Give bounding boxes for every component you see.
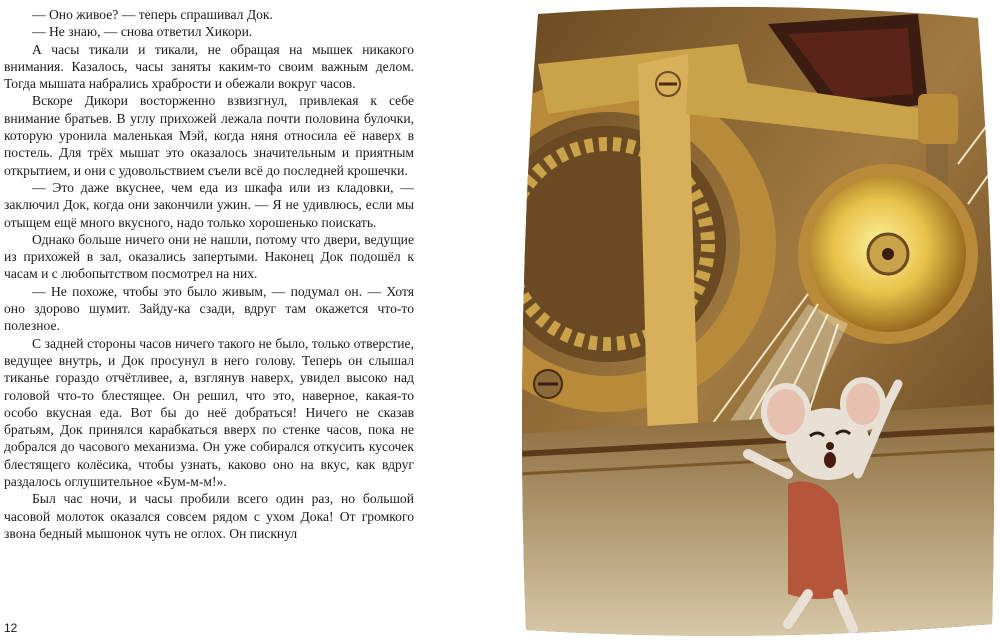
paragraph: С задней стороны часов ничего такого не было, только отверстие, ведущее внутрь, и Док просунул в него голову. Теперь он слышал тиканье гораздо отчётливее, а, взглянув наверх, увидел высоко над головой что-то блестящее. Он решил, что это, наверное, какая-то особо вкусная еда. Вот бы до неё добраться! Ничего не сказав братьям, Док принялся карабкаться вверх по стенке часов, пока не добрался до часового механизма. Он уже собирался откусить кусочек блестящего колёсика, чтобы узнать, каково оно на вкус, как вдруг раздалось оглушительное «Бум-м-м!». [4, 335, 414, 490]
paragraph: Вскоре Дикори восторженно взвизгнул, привлекая к себе внимание братьев. В углу прихожей лежала почти половина булочки, которую уронила маленькая Мэй, когда няня относила её наверх в постель. Для трёх мышат это оказалось значительным и приятным открытием, и они с удовольствием съели всё до последней крошечки. [4, 93, 414, 178]
paragraph: Однако больше ничего они не нашли, потому что двери, ведущие из прихожей в зал, оказались запертыми. Наконец Док подошёл к часам и с любопытством посмотрел на них. [4, 231, 414, 282]
story-text [4, 6, 414, 542]
paragraph: — Не похоже, чтобы это было живым, — подумал он. — Хотя оно здорово шумит. Зайду-ка сзади, вдруг там окажется что-то полезное. [4, 283, 414, 334]
paragraph: А часы тикали и тикали, не обращая на мышек никакого внимания. Казалось, часы заняты каким-то своим важным делом. Тогда мышата набрались храбрости и обежали вокруг часов. [4, 41, 414, 92]
paragraph: — Оно живое? — теперь спрашивал Док. [32, 7, 273, 22]
paragraph: — Не знаю, — снова ответил Хикори. [32, 24, 253, 40]
paragraph: — Это даже вкуснее, чем еда из шкафа или из кладовки, — заключил Док, когда они закончили ужин. — Я не удивлюсь, если мы отыщем ещё много вкусного, надо только хорошенько поискать. [4, 179, 414, 230]
paragraph: Был час ночи, и часы пробили всего один раз, но большой часовой молоток оказался совсем рядом с ухом Дока! От громкого звона бедный мышонок чуть не оглох. Он пискнул [4, 491, 414, 541]
page-number: 12 [4, 621, 18, 635]
clock-mouse-illustration [518, 4, 998, 638]
